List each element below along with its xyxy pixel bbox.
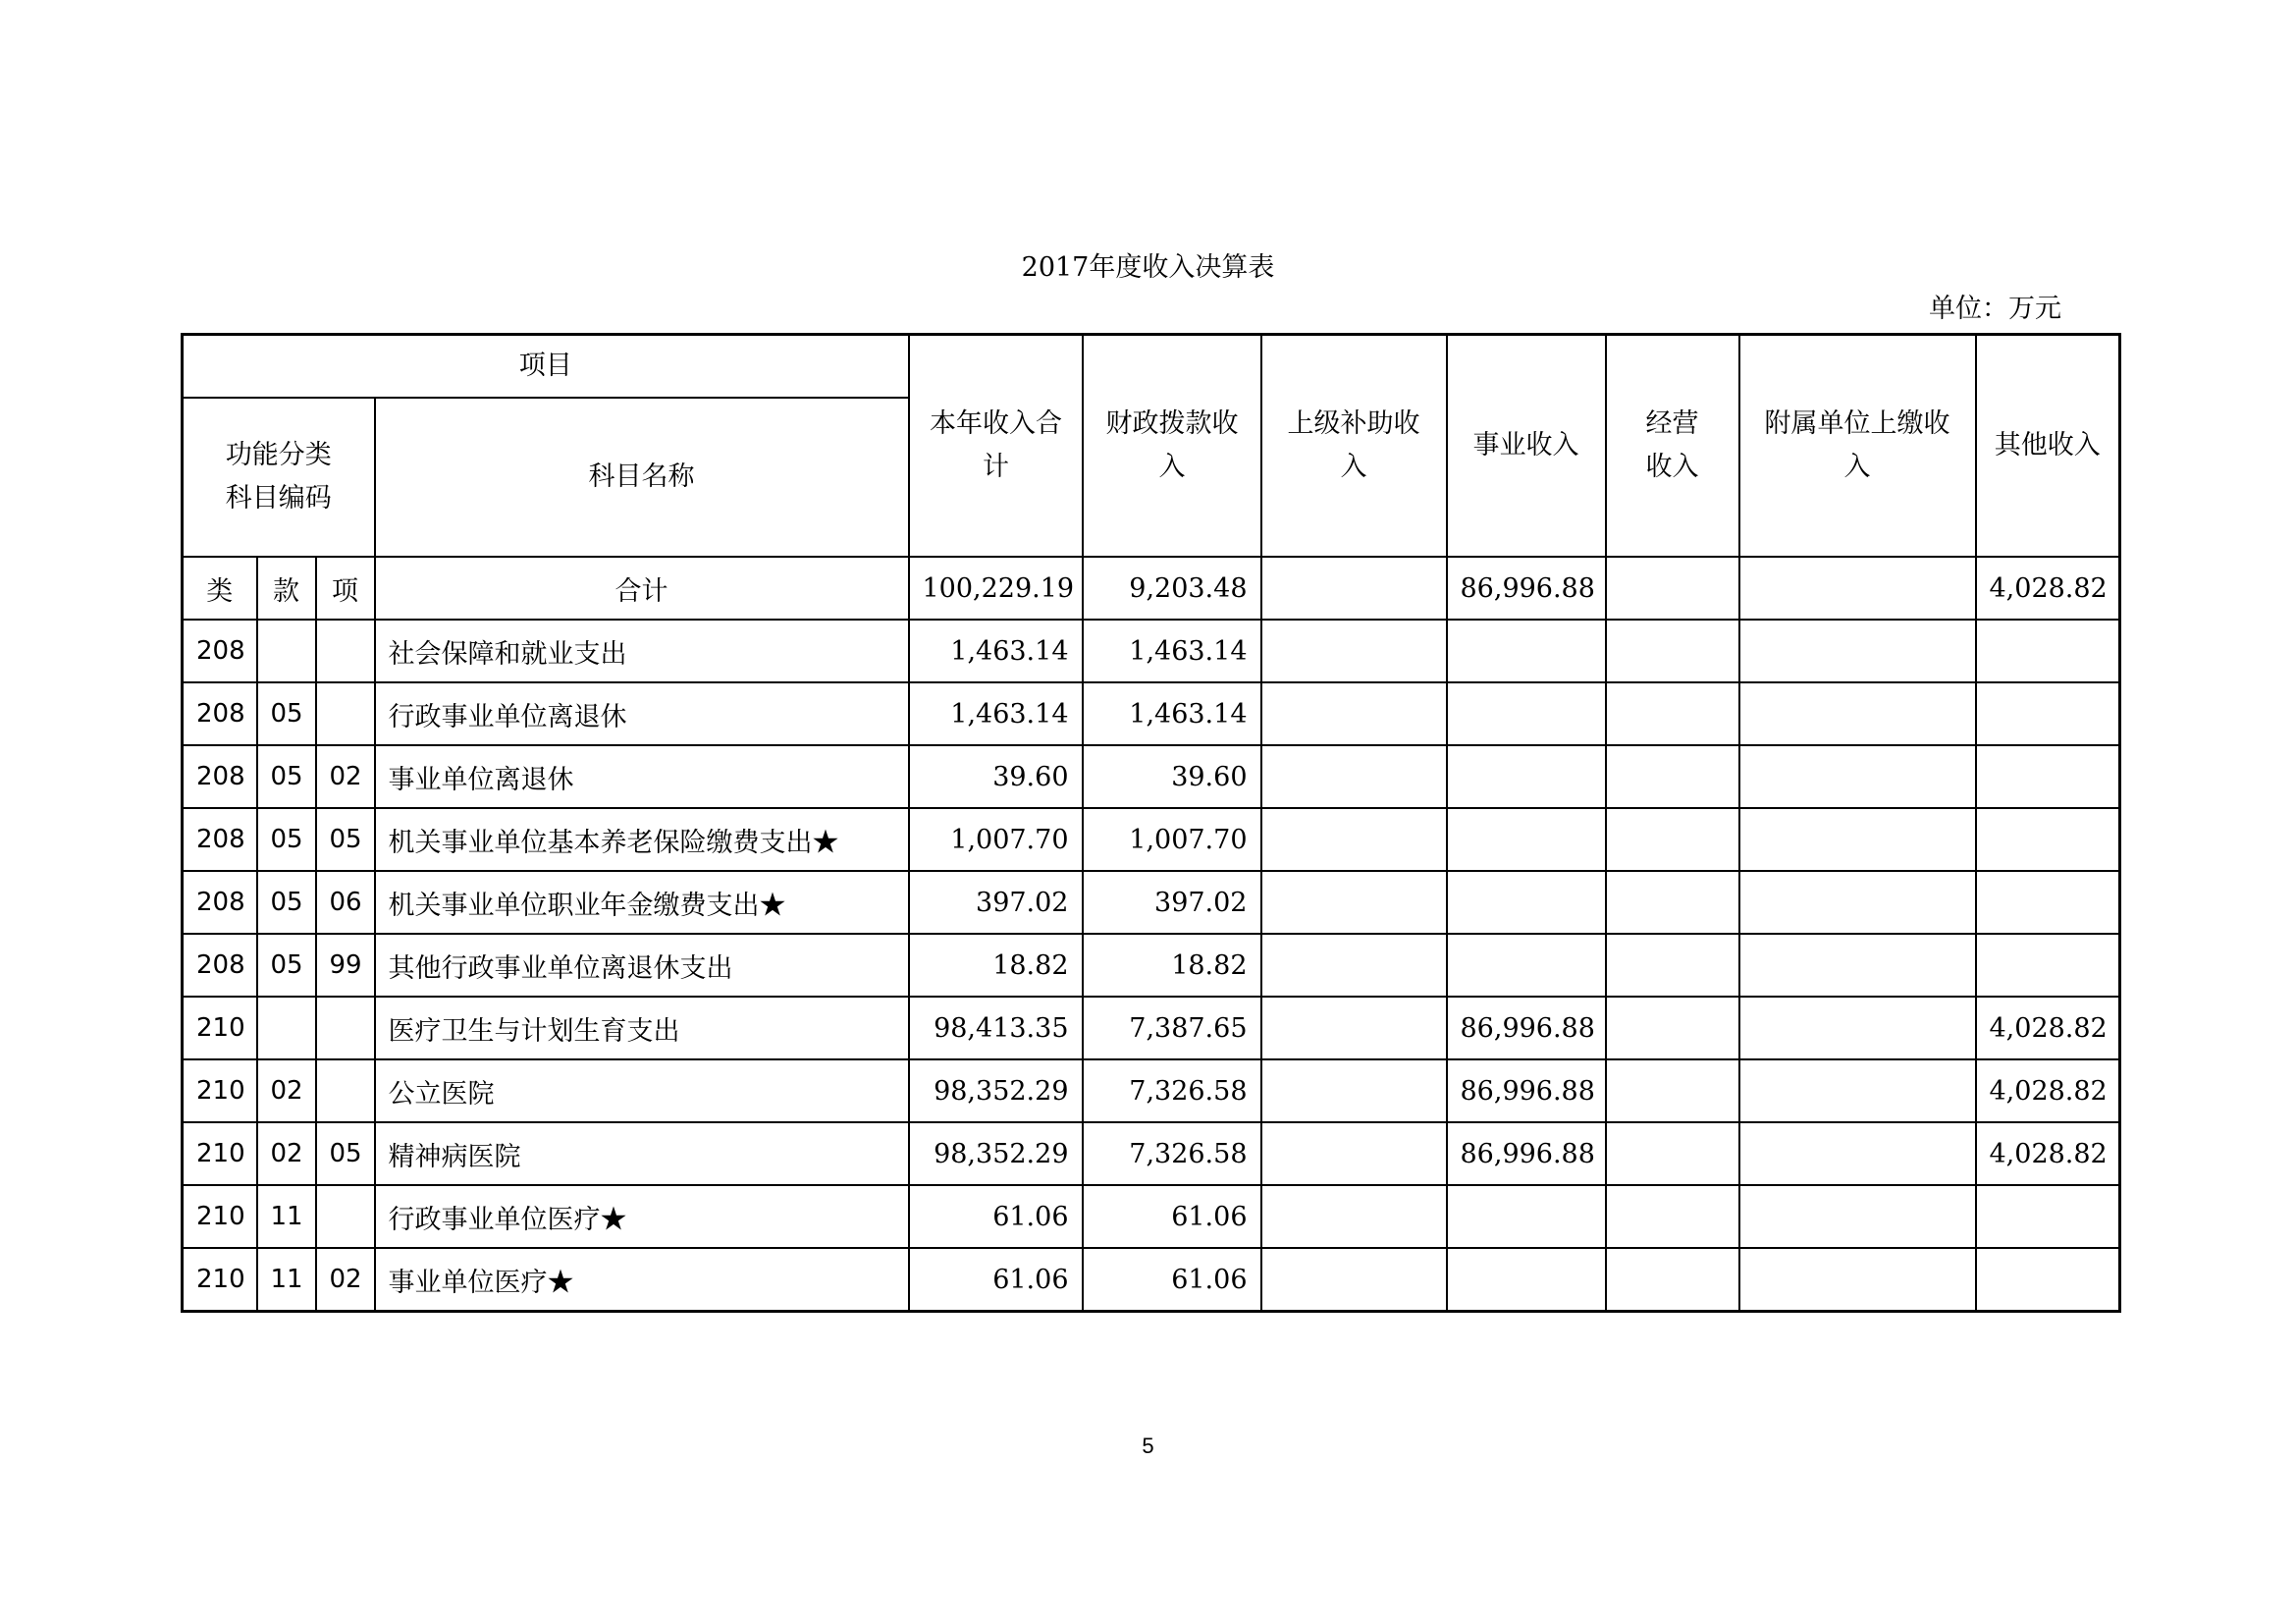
cell-fiscal: 7,387.65 [1083,997,1261,1059]
cell-kuan: 05 [257,682,316,745]
header-superior: 上级补助收入 [1261,335,1447,558]
cell-total: 61.06 [909,1185,1083,1248]
cell-business [1447,620,1606,682]
cell-total: 98,352.29 [909,1122,1083,1185]
page-number: 5 [1142,1434,1154,1458]
cell-total: 18.82 [909,934,1083,997]
cell-operating [1606,871,1739,934]
cell-other [1976,620,2120,682]
cell-affiliate [1739,808,1976,871]
cell-superior [1261,1122,1447,1185]
cell-lei: 210 [183,1185,257,1248]
cell-xiang [316,1185,375,1248]
cell-operating [1606,620,1739,682]
cell-total: 98,413.35 [909,997,1083,1059]
cell-kuan [257,997,316,1059]
cell-affiliate [1739,1185,1976,1248]
cell-operating [1606,1122,1739,1185]
cell-subject-name: 精神病医院 [375,1122,909,1185]
header-code-group: 功能分类 科目编码 [183,398,375,557]
cell-kuan: 02 [257,1122,316,1185]
page-title: 2017年度收入决算表 [1021,252,1275,283]
cell-superior [1261,934,1447,997]
cell-lei: 208 [183,620,257,682]
summary-affiliate [1739,557,1976,620]
cell-subject-name: 公立医院 [375,1059,909,1122]
cell-other [1976,934,2120,997]
cell-kuan: 11 [257,1185,316,1248]
cell-lei: 210 [183,1122,257,1185]
cell-xiang: 05 [316,808,375,871]
summary-business: 86,996.88 [1447,557,1606,620]
cell-lei: 208 [183,871,257,934]
header-row-1 [183,335,2120,399]
table-row [183,1185,2120,1248]
cell-operating [1606,682,1739,745]
summary-superior [1261,557,1447,620]
table-row [183,1248,2120,1312]
cell-business: 86,996.88 [1447,1059,1606,1122]
cell-lei: 210 [183,997,257,1059]
summary-label: 合计 [375,557,909,620]
summary-other: 4,028.82 [1976,557,2120,620]
cell-business [1447,1248,1606,1312]
cell-other [1976,1248,2120,1312]
table-row [183,745,2120,808]
cell-affiliate [1739,997,1976,1059]
cell-fiscal: 18.82 [1083,934,1261,997]
cell-superior [1261,1059,1447,1122]
cell-subject-name: 事业单位医疗★ [375,1248,909,1312]
cell-kuan [257,620,316,682]
cell-affiliate [1739,682,1976,745]
cell-business [1447,934,1606,997]
cell-total: 397.02 [909,871,1083,934]
cell-lei: 210 [183,1248,257,1312]
cell-business [1447,871,1606,934]
cell-superior [1261,997,1447,1059]
summary-total: 100,229.19 [909,557,1083,620]
cell-business [1447,745,1606,808]
income-table [181,333,2121,1313]
header-subject-name: 科目名称 [375,398,909,557]
cell-xiang: 05 [316,1122,375,1185]
cell-other [1976,1185,2120,1248]
cell-total: 1,463.14 [909,682,1083,745]
cell-total: 98,352.29 [909,1059,1083,1122]
cell-total: 61.06 [909,1248,1083,1312]
cell-operating [1606,1185,1739,1248]
cell-superior [1261,871,1447,934]
cell-lei: 210 [183,1059,257,1122]
cell-business: 86,996.88 [1447,1122,1606,1185]
cell-operating [1606,1248,1739,1312]
cell-fiscal: 61.06 [1083,1185,1261,1248]
cell-lei: 208 [183,745,257,808]
cell-fiscal: 1,463.14 [1083,620,1261,682]
cell-superior [1261,1185,1447,1248]
header-kuan: 款 [257,557,316,620]
cell-other: 4,028.82 [1976,1059,2120,1122]
cell-operating [1606,1059,1739,1122]
cell-xiang [316,620,375,682]
header-affiliate: 附属单位上缴收入 [1739,335,1976,558]
cell-other [1976,808,2120,871]
cell-affiliate [1739,1248,1976,1312]
cell-superior [1261,620,1447,682]
cell-affiliate [1739,745,1976,808]
cell-fiscal: 61.06 [1083,1248,1261,1312]
cell-operating [1606,808,1739,871]
cell-other: 4,028.82 [1976,1122,2120,1185]
cell-affiliate [1739,620,1976,682]
cell-subject-name: 行政事业单位离退休 [375,682,909,745]
cell-xiang: 02 [316,1248,375,1312]
table-row [183,997,2120,1059]
cell-xiang [316,1059,375,1122]
cell-affiliate [1739,871,1976,934]
cell-business [1447,682,1606,745]
cell-kuan: 02 [257,1059,316,1122]
cell-operating [1606,934,1739,997]
cell-lei: 208 [183,682,257,745]
header-operating: 经营收入 [1606,335,1739,558]
cell-total: 1,007.70 [909,808,1083,871]
cell-superior [1261,808,1447,871]
cell-other [1976,871,2120,934]
cell-xiang: 99 [316,934,375,997]
unit-label: 单位：万元 [1929,294,2061,324]
cell-affiliate [1739,934,1976,997]
header-business: 事业收入 [1447,335,1606,558]
cell-business: 86,996.88 [1447,997,1606,1059]
cell-kuan: 05 [257,745,316,808]
cell-xiang [316,997,375,1059]
cell-subject-name: 其他行政事业单位离退休支出 [375,934,909,997]
table-row [183,1122,2120,1185]
cell-xiang: 06 [316,871,375,934]
cell-kuan: 05 [257,871,316,934]
cell-subject-name: 机关事业单位基本养老保险缴费支出★ [375,808,909,871]
header-total: 本年收入合计 [909,335,1083,558]
cell-superior [1261,745,1447,808]
cell-subject-name: 社会保障和就业支出 [375,620,909,682]
table-row [183,808,2120,871]
cell-total: 39.60 [909,745,1083,808]
header-lei: 类 [183,557,257,620]
cell-kuan: 05 [257,808,316,871]
cell-subject-name: 机关事业单位职业年金缴费支出★ [375,871,909,934]
cell-fiscal: 1,463.14 [1083,682,1261,745]
cell-affiliate [1739,1122,1976,1185]
cell-lei: 208 [183,934,257,997]
cell-subject-name: 医疗卫生与计划生育支出 [375,997,909,1059]
cell-kuan: 11 [257,1248,316,1312]
cell-subject-name: 事业单位离退休 [375,745,909,808]
cell-business [1447,1185,1606,1248]
cell-other [1976,745,2120,808]
summary-fiscal: 9,203.48 [1083,557,1261,620]
cell-business [1447,808,1606,871]
header-xiang: 项 [316,557,375,620]
table-row [183,871,2120,934]
cell-fiscal: 39.60 [1083,745,1261,808]
table-row [183,620,2120,682]
summary-row [183,557,2120,620]
cell-fiscal: 1,007.70 [1083,808,1261,871]
cell-subject-name: 行政事业单位医疗★ [375,1185,909,1248]
cell-fiscal: 397.02 [1083,871,1261,934]
cell-total: 1,463.14 [909,620,1083,682]
cell-other: 4,028.82 [1976,997,2120,1059]
header-item: 项目 [183,335,909,399]
header-fiscal: 财政拨款收入 [1083,335,1261,558]
cell-lei: 208 [183,808,257,871]
table-row [183,934,2120,997]
table-row [183,1059,2120,1122]
cell-other [1976,682,2120,745]
cell-fiscal: 7,326.58 [1083,1122,1261,1185]
cell-fiscal: 7,326.58 [1083,1059,1261,1122]
table-row [183,682,2120,745]
cell-affiliate [1739,1059,1976,1122]
summary-operating [1606,557,1739,620]
cell-operating [1606,997,1739,1059]
cell-superior [1261,682,1447,745]
cell-operating [1606,745,1739,808]
cell-xiang [316,682,375,745]
cell-xiang: 02 [316,745,375,808]
cell-superior [1261,1248,1447,1312]
header-other: 其他收入 [1976,335,2120,558]
cell-kuan: 05 [257,934,316,997]
